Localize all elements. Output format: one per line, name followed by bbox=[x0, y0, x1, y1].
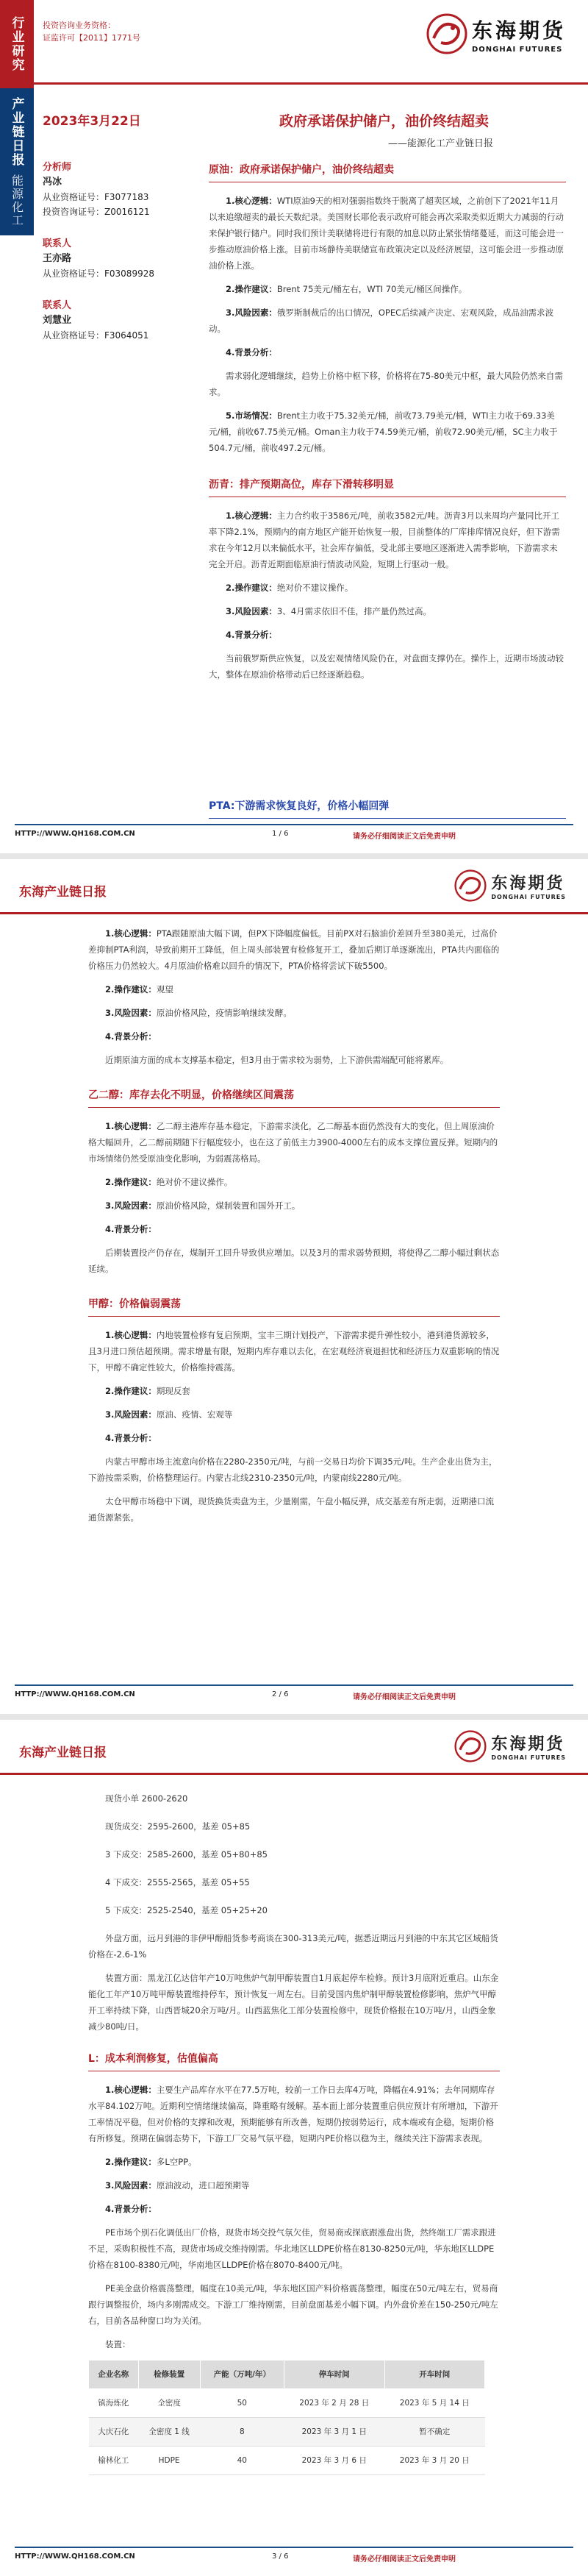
table-cell: 2023 年 3 月 6 日 bbox=[284, 2447, 384, 2475]
section-asphalt-title: 沥青：排产预期高位，库存下滑转移明显 bbox=[209, 477, 566, 497]
crude-core: 1.核心逻辑：WTI原油9天的相对强弱指数终于脱离了超卖区域，之前创下了2021年11月以来追缴超卖的最长天数纪录。美国财长耶伦表示政府可能会再次采取类似近期大力减弱的行动来保护银行储户。同时我们预计美联储将进行有限的加息以防止紧张情绪蔓延，而这可能会进一步推动原油价格上涨。目前市场静待美联储宣布政策决定以及经济展望，这可能会进一步推动原油价格上涨。 bbox=[209, 196, 564, 271]
category-strip bbox=[0, 0, 34, 235]
table-row bbox=[89, 2389, 485, 2418]
crude-bg: 4.背景分析： bbox=[226, 347, 277, 357]
brand-name-cn: 东海期货 bbox=[471, 18, 566, 43]
header-divider bbox=[0, 912, 588, 914]
table-caption: 装置： bbox=[105, 2339, 131, 2349]
table-cell: HDPE bbox=[138, 2447, 200, 2475]
section-pta-title: PTA:下游需求恢复良好，价格小幅回弹 bbox=[209, 798, 566, 819]
crude-risk: 3.风险因素：俄罗斯制裁后的出口情况，OPEC后续减产决定、宏观风险，成品油需求波动。 bbox=[209, 307, 554, 334]
pta-bg: 4.背景分析： bbox=[105, 1031, 157, 1042]
basis-line: 5 下成交：2525-2540，基差 05+25+20 bbox=[105, 1905, 268, 1915]
report-date: 2023年3月22日 bbox=[43, 114, 141, 129]
table-cell: 镇海炼化 bbox=[89, 2389, 139, 2418]
table-header: 企业名称 bbox=[89, 2360, 139, 2389]
crude-market: 5.市场情况：Brent主力收于75.32美元/桶，前收73.79美元/桶，WTI主力收于69.33美元/桶，前收67.75美元/桶。Oman主力收于74.59美元/桶，前收72.90美元/桶，SC主力收于504.7元/桶，前收497.2元/桶。 bbox=[209, 410, 558, 453]
report-subtitle: ——能源化工产业链日报 bbox=[388, 138, 494, 149]
brand-name-en: DONGHAI FUTURES bbox=[471, 45, 563, 54]
brand-logo bbox=[454, 1730, 566, 1762]
dragon-logo-icon bbox=[454, 869, 487, 902]
report-body bbox=[209, 147, 566, 690]
pta-bg-text: 近期原油方面的成本支撑基本稳定，但3月由于需求较为弱势，上下游供需端配可能将累库。 bbox=[105, 1055, 449, 1065]
basis-line: 现货成交：2595-2600，基差 05+85 bbox=[105, 1821, 251, 1832]
pp-risk: 3.风险因素：原油波动，进口超预期等 bbox=[105, 2180, 250, 2191]
pp-core: 1.核心逻辑：主要生产品库存水平在77.5万吨，较前一工作日去库4万吨，降幅在4.91%；去年同期库存水平84.102万吨。近期利空情绪继续偏高，降重略有缓解。基本面上部分装置重启供应预计有所增加，下游开工率情况平稳，但对价格的支撑和改观，预期能够有所改善，短期仍按弱势运行，成本端或有企稳，短期价格有所修复。预期在偏弱态势下，下游工厂交易气氛平稳，短期内PE价格以稳为主，继续关注下游需求表现。 bbox=[88, 2085, 498, 2143]
contact-cert: 从业资格证号：F3064051 bbox=[43, 330, 149, 341]
page-footer bbox=[0, 2547, 588, 2566]
crude-ops: 2.操作建议：Brent 75美元/桶左右，WTI 70美元/桶区间操作。 bbox=[226, 284, 467, 294]
section-meg-title: 乙二醇：库存去化不明显，价格继续区间震荡 bbox=[88, 1087, 500, 1108]
analyst-name: 冯冰 bbox=[43, 177, 62, 188]
meg-risk: 3.风险因素：原油价格风险，煤制装置和国外开工。 bbox=[105, 1200, 301, 1211]
table-cell: 8 bbox=[200, 2418, 284, 2447]
contact-role: 联系人 bbox=[43, 238, 72, 249]
report-body bbox=[88, 1790, 500, 2475]
basis-line: 现货小单 2600-2620 bbox=[105, 1793, 188, 1804]
methanol-risk: 3.风险因素：原油、疫情、宏观等 bbox=[105, 1409, 233, 1420]
methanol-plants: 装置方面：黑龙江亿达信年产10万吨焦炉气制甲醇装置自1月底起停车检修。预计3月底附近重启。山东金能化工年产10万吨甲醇装置维持停车，预计恢复一周左右。目前受国内焦炉制甲醇装置检修影响，焦炉气甲醇开工率持续下降，山西晋城20余万吨/月。山西蓝焦化工部分装置检修中，现货价格报在10万吨/月，山西金象减少80吨/日。 bbox=[88, 1973, 499, 2032]
brand-name-cn: 东海期货 bbox=[491, 1734, 565, 1754]
methanol-bg-text-2: 太仓甲醇市场稳中下调，现货换货卖盘为主，少量刚需，午盘小幅反弹，成交基差有所走弱，近期港口流通货源紧张。 bbox=[88, 1496, 494, 1523]
maintenance-table bbox=[88, 2360, 485, 2475]
pta-risk: 3.风险因素：原油价格风险，疫情影响继续发酵。 bbox=[105, 1008, 292, 1018]
contact-name: 刘慧业 bbox=[43, 315, 72, 326]
footer-page-number: 2 / 6 bbox=[272, 1690, 289, 1698]
table-cell: 榆林化工 bbox=[89, 2447, 139, 2475]
table-header-row bbox=[89, 2360, 485, 2389]
contact-role: 联系人 bbox=[43, 300, 72, 311]
brand-logo bbox=[454, 869, 566, 902]
footer-url[interactable]: HTTP://WWW.QH168.COM.CN bbox=[15, 1690, 135, 1698]
report-page-1 bbox=[0, 0, 588, 853]
table-header: 开车时间 bbox=[384, 2360, 485, 2389]
methanol-core: 1.核心逻辑：内地装置检修有复启预期，宝丰三期计划投产，下游需求提升弹性较小，港到港货源较多，且3月进口预估超预期。需求增量有限，短期内库存难以去化，在宏观经济衰退担忧和经济压力双重影响的情况下，甲醇不确定性较大，价格维持震荡。 bbox=[88, 1330, 500, 1373]
contact-cert: 从业资格证号：F03089928 bbox=[43, 268, 154, 279]
analyst-cert: 从业资格证号：F3077183 bbox=[43, 192, 149, 202]
footer-url[interactable]: HTTP://WWW.QH168.COM.CN bbox=[15, 830, 135, 838]
pp-bg: 4.背景分析： bbox=[105, 2204, 157, 2214]
pp-bg-text-2: PE美金盘价格震荡整理，幅度在10美元/吨，华东地区国产料价格震荡整理，幅度在50元/吨左右，贸易商跟行调整报价，场内多刚需成交。下游工厂维持刚需，目前盘面基差小幅下调。内外盘价差在150-250元/吨左右，目前各品种窗口均为关闭。 bbox=[88, 2283, 498, 2326]
table-cell: 大庆石化 bbox=[89, 2418, 139, 2447]
table-cell: 2023 年 2 月 28 日 bbox=[284, 2389, 384, 2418]
brand-name-en: DONGHAI FUTURES bbox=[491, 894, 566, 900]
section-crude-title: 原油：政府承诺保护储户，油价终结超卖 bbox=[209, 162, 566, 182]
footer-url[interactable]: HTTP://WWW.QH168.COM.CN bbox=[15, 2552, 135, 2561]
table-row bbox=[89, 2447, 485, 2475]
footer-disclaimer: 请务必仔细阅读正文后免责申明 bbox=[353, 2555, 456, 2563]
table-cell: 暂不确定 bbox=[384, 2418, 485, 2447]
page-footer bbox=[0, 824, 588, 843]
table-header: 停车时间 bbox=[284, 2360, 384, 2389]
meg-bg: 4.背景分析： bbox=[105, 1224, 157, 1234]
section-pp-title: L：成本利润修复，估值偏高 bbox=[88, 2051, 500, 2071]
pp-ops: 2.操作建议：多L空PP。 bbox=[105, 2157, 197, 2167]
table-header: 产能（万吨/年） bbox=[200, 2360, 284, 2389]
pp-bg-text-1: PE市场个别石化调低出厂价格，现货市场交投气氛欠佳，贸易商或探底跟涨盘出货，然终端工厂需求跟进不足，采购积极性不高，现货市场成交维持刚需。华北地区LLDPE价格在8130-8250元/吨，华东地区LLDPE价格在8100-8380元/吨，华南地区LLDPE价格在8070-8400元/吨。 bbox=[88, 2227, 496, 2270]
meg-ops: 2.操作建议：绝对价不建议操作。 bbox=[105, 1177, 233, 1187]
pta-core: 1.核心逻辑：PTA跟随原油大幅下调，但PX下降幅度偏低。目前PX对石脑油价差回升至380美元，过高价差抑制PTA利润，导致前期开工降低，但上周头部装置有检修复开工，叠加后期订单逐渐流出，PTA共内面临的价格压力仍然较大。4月原油价格难以回升的情况下，PTA价格将尝试下破5500。 bbox=[88, 928, 500, 971]
report-type-label: 产业链日报 bbox=[9, 96, 24, 167]
report-body bbox=[88, 925, 500, 1533]
asphalt-bg-text: 当前俄罗斯供应恢复，以及宏观情绪风险仍在，对盘面支撑仍在。操作上，近期市场波动较大，整体在原油价格带动后已经逐渐趋稳。 bbox=[209, 653, 564, 680]
meg-core: 1.核心逻辑：乙二醇主港库存基本稳定，下游需求淡化，乙二醇基本面仍然没有大的变化。但上周原油价格大幅回升，乙二醇前期随下行幅度较小，也在这了前低主力3900-4000左右的成本支撑位置反弹。短期内的市场情绪仍然受原油变化影响，为弱震荡格局。 bbox=[88, 1121, 498, 1164]
methanol-bg: 4.背景分析： bbox=[105, 1433, 157, 1443]
brand-name-cn: 东海期货 bbox=[491, 874, 565, 893]
basis-line: 3 下成交：2585-2600，基差 05+80+85 bbox=[105, 1849, 268, 1860]
methanol-bg-text-1: 内蒙古甲醇市场主流意向价格在2280-2350元/吨，与前一交易日均价下调35元/吨。生产企业出货为主，下游按需采购，价格整理运行。内蒙古北线2310-2350元/吨，内蒙南线2280元/吨。 bbox=[88, 1456, 498, 1483]
footer-page-number: 3 / 6 bbox=[272, 2552, 289, 2561]
header-divider bbox=[0, 82, 588, 85]
table-cell: 2023 年 5 月 14 日 bbox=[384, 2389, 485, 2418]
contact-name: 王亦路 bbox=[43, 253, 72, 264]
report-title: 政府承诺保护储户，油价终结超卖 bbox=[279, 113, 490, 129]
table-cell: 2023 年 3 月 1 日 bbox=[284, 2418, 384, 2447]
header-divider bbox=[0, 1773, 588, 1775]
basis-line: 4 下成交：2555-2565，基差 05+55 bbox=[105, 1877, 250, 1887]
asphalt-ops: 2.操作建议：绝对价不建议操作。 bbox=[226, 583, 354, 593]
crude-bg-text: 需求弱化逻辑继续，趋势上价格中枢下移，价格将在75-80美元中枢，最大风险仍然来自需求。 bbox=[209, 371, 563, 397]
page-header-title: 东海产业链日报 bbox=[19, 1746, 107, 1760]
table-cell: 全密度 1 线 bbox=[138, 2418, 200, 2447]
meg-bg-text: 后期装置投产仍存在，煤制开工回升导致供应增加。以及3月的需求弱势预期，将使得乙二醇小幅过剩状态延续。 bbox=[88, 1248, 500, 1274]
asphalt-core: 1.核心逻辑：主力合约收于3586元/吨，前收3582元/吨。沥青3月以来周均产量同比开工率下降2.1%，预期内的南方地区产能开始恢复一般，目前整体的厂库排库情况良好，但下游需求在今年12月以来偏低水平，社会库存偏低，受北部主要地区逐渐进入需季影响，下游需求未完全开启。沥青近期面临原油行情波动风险，短期上行驱动一般。 bbox=[209, 510, 560, 569]
analyst-panel bbox=[43, 160, 197, 343]
pta-ops: 2.操作建议：观望 bbox=[105, 984, 173, 995]
report-page-3 bbox=[0, 1720, 588, 2576]
brand-name-en: DONGHAI FUTURES bbox=[491, 1754, 566, 1761]
table-row bbox=[89, 2418, 485, 2447]
footer-disclaimer: 请务必仔细阅读正文后免责申明 bbox=[353, 833, 456, 841]
category-label: 行业研究 bbox=[9, 16, 24, 72]
table-cell: 50 bbox=[200, 2389, 284, 2418]
dragon-logo-icon bbox=[454, 1730, 487, 1762]
footer-disclaimer: 请务必仔细阅读正文后免责申明 bbox=[353, 1693, 456, 1701]
analyst-cert: 投资咨询证号：Z0016121 bbox=[43, 207, 150, 217]
analyst-role: 分析师 bbox=[43, 162, 72, 173]
methanol-ops: 2.操作建议：期现反套 bbox=[105, 1386, 190, 1396]
license-info: 投资咨询业务资格： 证监许可【2011】1771号 bbox=[43, 21, 140, 43]
brand-logo bbox=[426, 13, 566, 54]
page-header-title: 东海产业链日报 bbox=[19, 885, 107, 900]
methanol-external: 外盘方面，远月到港的非伊甲醇船货参考商谈在300-313美元/吨，据悉近期远月到港的中东其它区域船货价格在-2.6-1% bbox=[88, 1933, 498, 1960]
asphalt-risk: 3.风险因素：3、4月需求依旧不佳，排产量仍然过高。 bbox=[226, 606, 432, 616]
table-cell: 全密度 bbox=[138, 2389, 200, 2418]
footer-page-number: 1 / 6 bbox=[272, 830, 289, 838]
report-page-2 bbox=[0, 859, 588, 1714]
table-cell: 40 bbox=[200, 2447, 284, 2475]
pta-heading-wrap bbox=[209, 798, 566, 819]
page-footer bbox=[0, 1684, 588, 1704]
section-methanol-title: 甲醇：价格偏弱震荡 bbox=[88, 1296, 500, 1317]
sector-label: 能源化工 bbox=[10, 174, 24, 227]
dragon-logo-icon bbox=[426, 13, 467, 54]
table-header: 检修装置 bbox=[138, 2360, 200, 2389]
asphalt-bg: 4.背景分析： bbox=[226, 630, 277, 640]
table-cell: 2023 年 3 月 20 日 bbox=[384, 2447, 485, 2475]
